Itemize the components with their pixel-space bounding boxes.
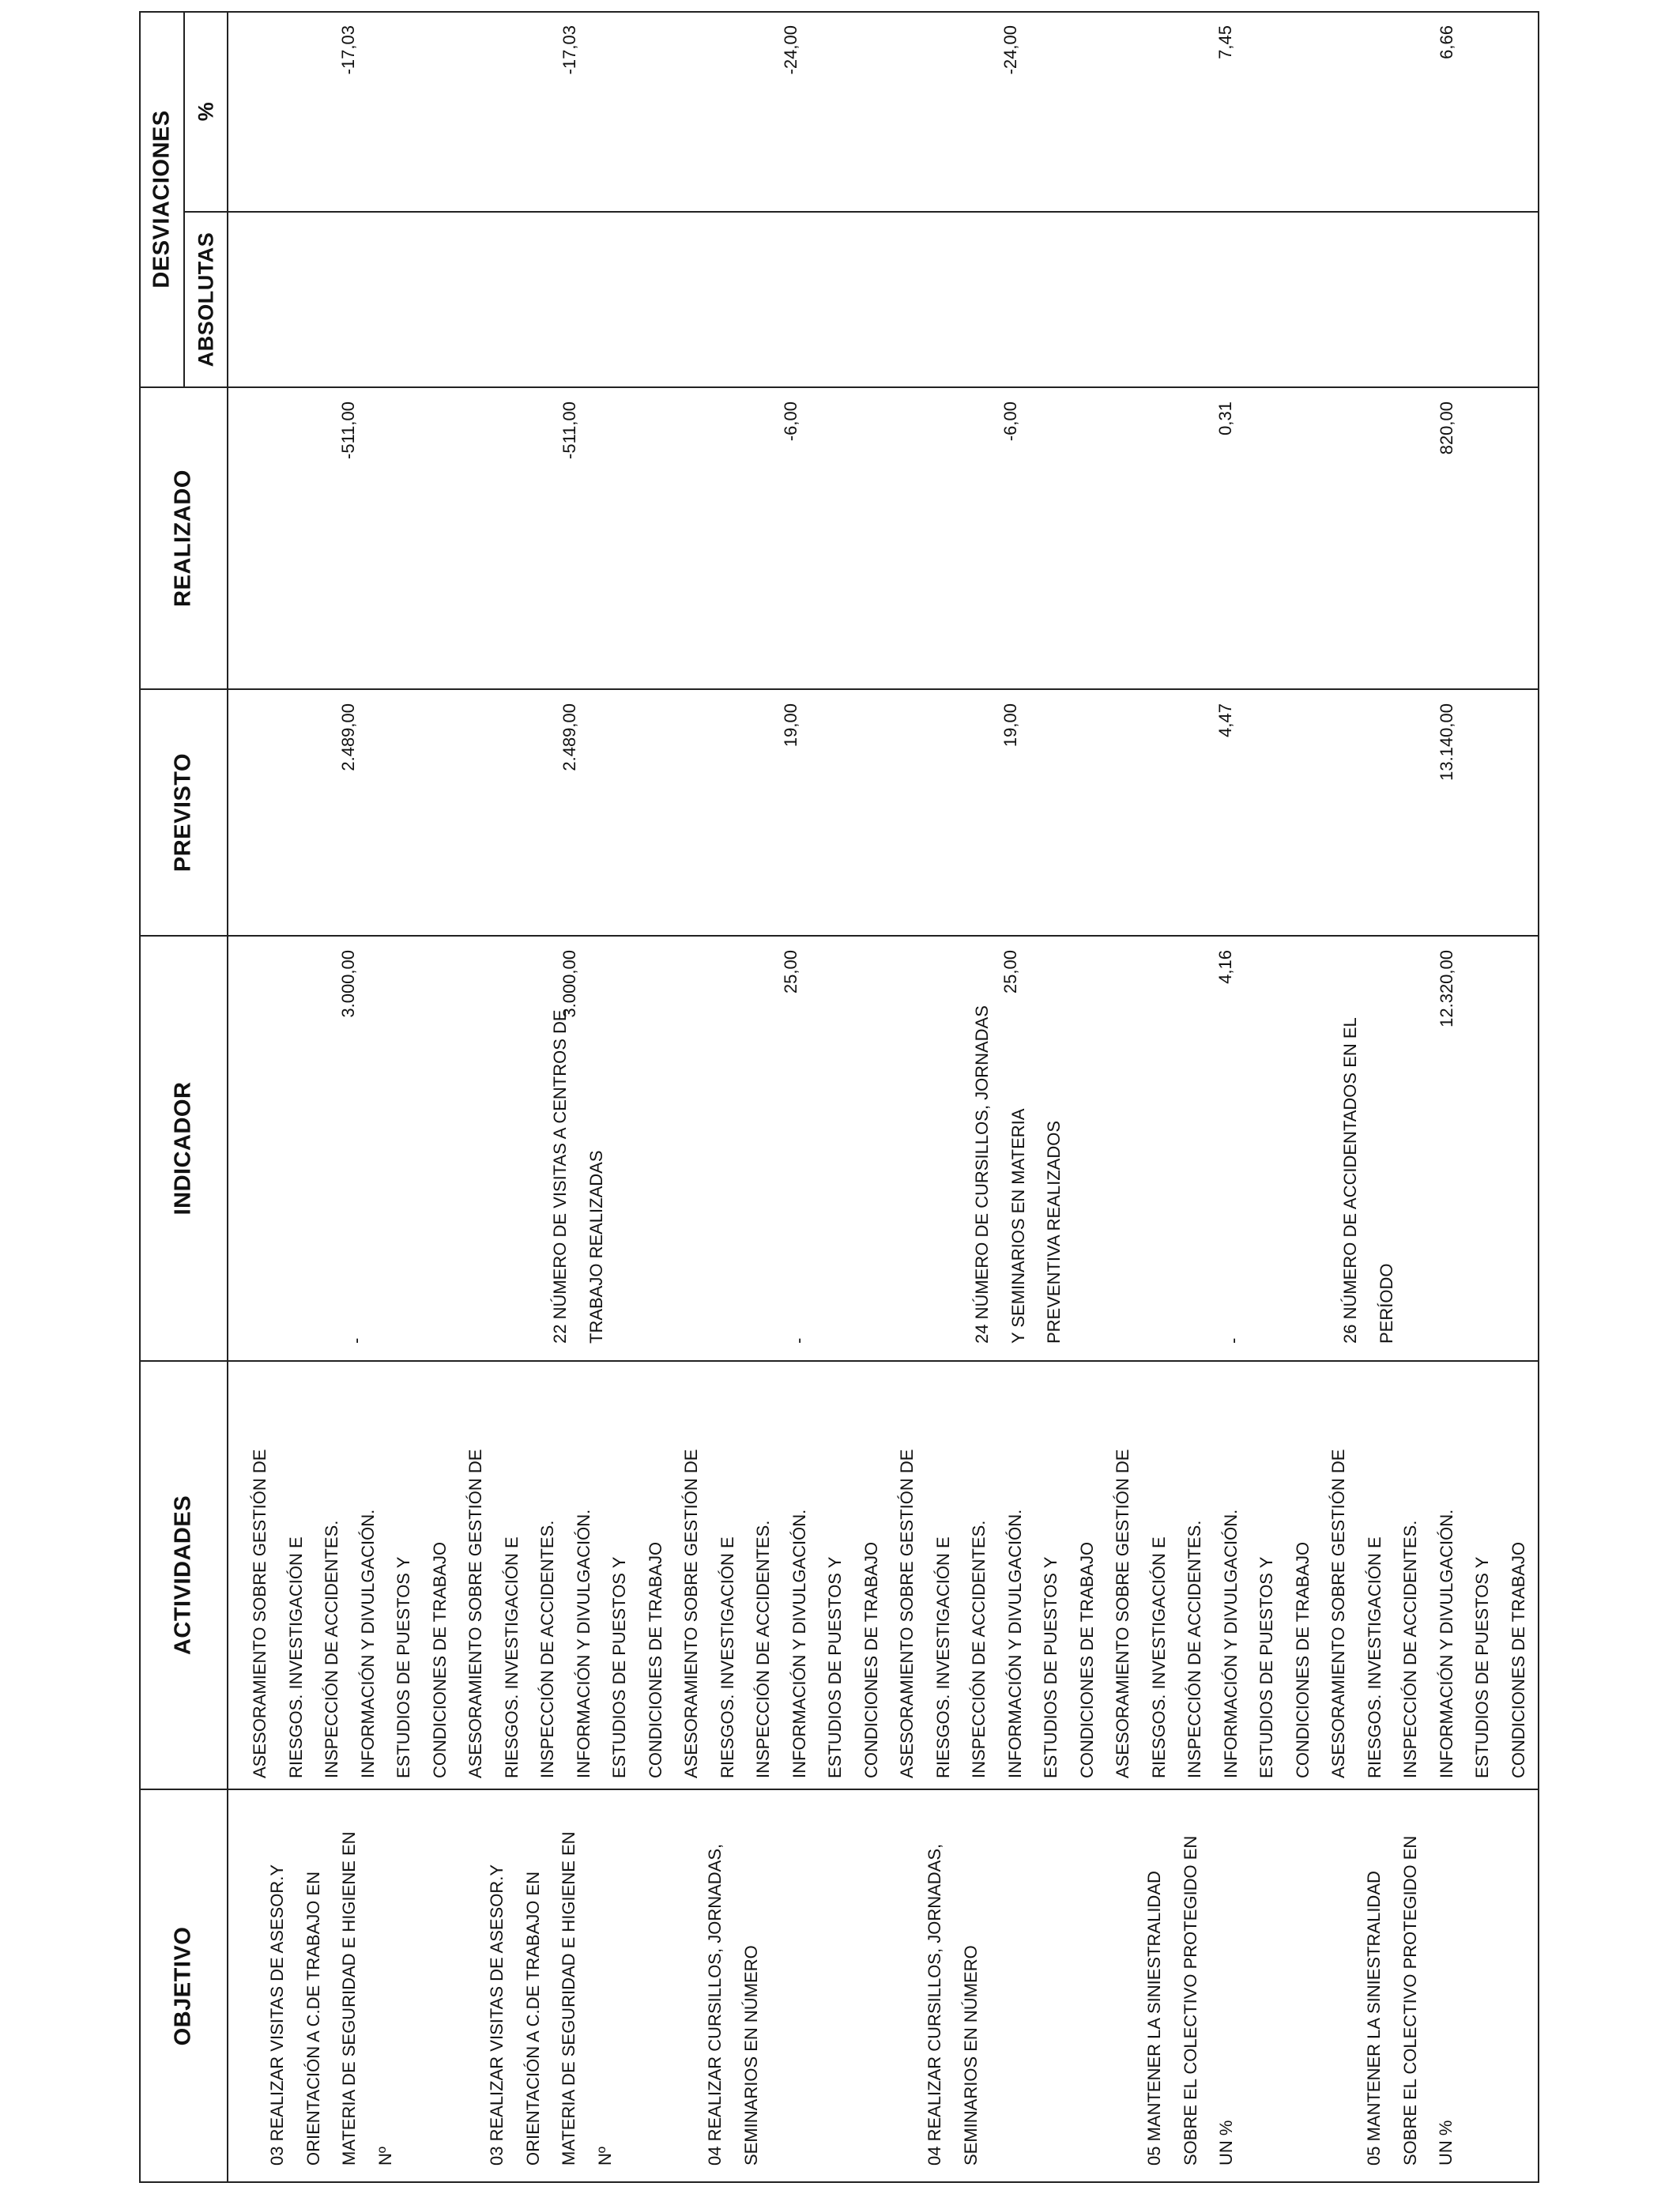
absolutas-value: 0,31 (1215, 401, 1235, 435)
absolutas-percent-divider (184, 211, 1539, 213)
percent-value: -17,03 (338, 25, 358, 75)
column-divider (139, 688, 1539, 690)
realizado-value: 19,00 (1000, 703, 1020, 748)
objetivo-cell: 04 REALIZAR CURSILLOS, JORNADAS, SEMINARIOS EN NÚMERO (925, 1843, 981, 2166)
absolutas-value: 820,00 (1437, 401, 1456, 455)
previsto-value: 4,16 (1215, 950, 1235, 984)
objetivo-cell: 05 MANTENER LA SINIESTRALIDAD SOBRE EL COLECTIVO PROTEGIDO EN UN % (1364, 1835, 1456, 2166)
percent-value: 6,66 (1437, 25, 1456, 59)
desviaciones-subheader-divider (183, 11, 185, 387)
indicador-cell: 26 NÚMERO DE ACCIDENTADOS EN EL PERÍODO (1340, 1017, 1396, 1344)
previsto-value: 25,00 (1000, 950, 1020, 994)
objetivo-cell: 03 REALIZAR VISITAS DE ASESOR.Y ORIENTACIÓN A C.DE TRABAJO EN MATERIA DE SEGURIDAD E HIGIENE EN Nº (267, 1831, 395, 2166)
column-divider (139, 1360, 1539, 1362)
percent-value: 7,45 (1215, 25, 1235, 59)
previsto-value: 12.320,00 (1437, 950, 1456, 1027)
objetivo-cell: 05 MANTENER LA SINIESTRALIDAD SOBRE EL COLECTIVO PROTEGIDO EN UN % (1144, 1835, 1236, 2166)
header-previsto: PREVISTO (170, 752, 196, 873)
previsto-value: 3.000,00 (338, 950, 358, 1018)
header-realizado: REALIZADO (170, 469, 196, 607)
objetivo-cell: 03 REALIZAR VISITAS DE ASESOR.Y ORIENTACIÓN A C.DE TRABAJO EN MATERIA DE SEGURIDAD E HIGIENE EN Nº (487, 1831, 615, 2166)
indicador-cell: - (346, 1337, 366, 1344)
realizado-value: 13.140,00 (1437, 703, 1456, 781)
header-desviaciones: DESVIACIONES (149, 110, 175, 288)
previsto-value: 3.000,00 (559, 950, 579, 1018)
header-absolutas: ABSOLUTAS (194, 232, 218, 368)
absolutas-value: -6,00 (1000, 401, 1020, 442)
realizado-value: 4,47 (1215, 703, 1235, 737)
indicador-cell: - (1223, 1337, 1243, 1344)
column-divider (139, 1789, 1539, 1790)
realizado-value: 19,00 (781, 703, 800, 748)
realizado-value: 2.489,00 (338, 703, 358, 771)
realizado-value: 2.489,00 (559, 703, 579, 771)
header-indicador: INDICADOR (170, 1081, 196, 1216)
header-percent: % (194, 101, 218, 122)
indicador-cell: 24 NÚMERO DE CURSILLOS, JORNADAS Y SEMINARIOS EN MATERIA PREVENTIVA REALIZADOS (972, 1005, 1064, 1344)
header-actividades: ACTIVIDADES (170, 1495, 196, 1656)
percent-value: -17,03 (559, 25, 579, 75)
column-divider (139, 935, 1539, 937)
absolutas-value: -6,00 (781, 401, 800, 442)
absolutas-value: -511,00 (559, 401, 579, 459)
percent-value: -24,00 (1000, 25, 1020, 75)
header-objetivo: OBJETIVO (170, 1926, 196, 2046)
actividades-text: ASESORAMIENTO SOBRE GESTIÓN DE RIESGOS. INVESTIGACIÓN E INSPECCIÓN DE ACCIDENTES. INFORMACIÓN Y DIVULGACIÓN. ESTUDIOS DE PUESTOS Y CONDICIONES DE TRABAJO ASESORAMIENTO SOBRE GESTIÓN DE RIESGOS. INVESTIGACIÓN E INSPECCIÓN DE ACCIDENTES. INFORMACIÓN Y DIVULGACIÓN. ESTUDIOS DE PUESTOS Y CONDICIONES DE TRABAJO ASESORAMIENTO SOBRE GESTIÓN DE RIESGOS. INVESTIGACIÓN E INSPECCIÓN DE ACCIDENTES. INFORMACIÓN Y DIVULGACIÓN. ESTUDIOS DE PUESTOS Y CONDICIONES DE TRABAJO ASESORAMIENTO SOBRE GESTIÓN DE RIESGOS. INVESTIGACIÓN E INSPECCIÓN DE ACCIDENTES. INFORMACIÓN Y DIVULGACIÓN. ESTUDIOS DE PUESTOS Y CONDICIONES DE TRABAJO ASESORAMIENTO SOBRE GESTIÓN DE RIESGOS. INVESTIGACIÓN E INSPECCIÓN DE ACCIDENTES. INFORMACIÓN Y DIVULGACIÓN. ESTUDIOS DE PUESTOS Y CONDICIONES DE TRABAJO ASESORAMIENTO SOBRE GESTIÓN DE RIESGOS. INVESTIGACIÓN E INSPECCIÓN DE ACCIDENTES. INFORMACIÓN Y DIVULGACIÓN. ESTUDIOS DE PUESTOS Y CONDICIONES DE TRABAJO (250, 1449, 1528, 1778)
indicador-cell: - (789, 1337, 808, 1344)
header-band-divider (227, 11, 228, 2183)
objetivo-cell: 04 REALIZAR CURSILLOS, JORNADAS, SEMINARIOS EN NÚMERO (705, 1843, 761, 2166)
indicador-cell: 22 NÚMERO DE VISITAS A CENTROS DE TRABAJO REALIZADAS (550, 1009, 606, 1344)
previsto-value: 25,00 (781, 950, 800, 994)
absolutas-value: -511,00 (338, 401, 358, 459)
percent-value: -24,00 (781, 25, 800, 75)
column-divider (139, 386, 1539, 388)
